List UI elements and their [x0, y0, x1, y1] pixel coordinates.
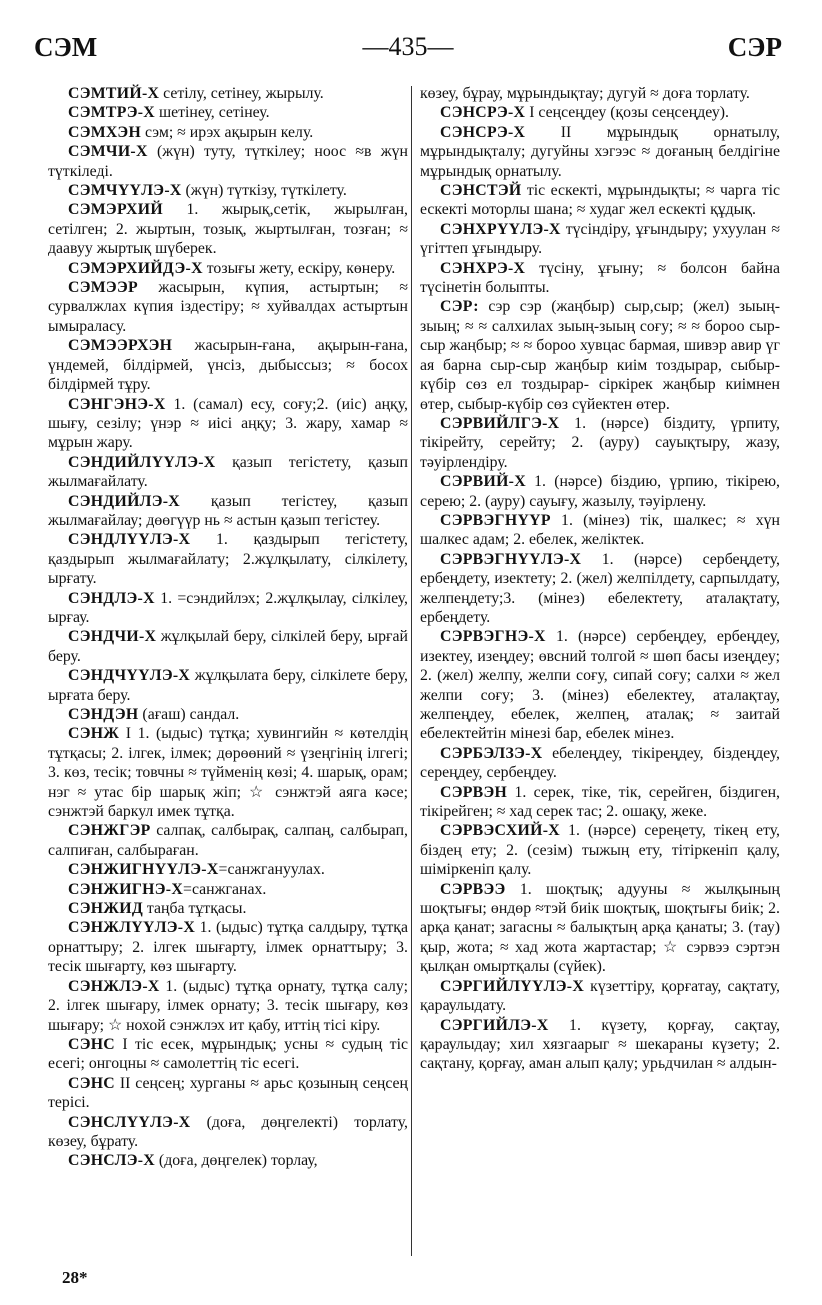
entry-definition: 1. күзету, қорғау, сақтау, қараулыдау; хил хязгаарыг ≈ шекараны күзету; 2. сақтану, қорғау, аман алып қалу; урьдчилан ≈ алдын- [420, 1016, 780, 1073]
dictionary-entry [48, 918, 408, 976]
entry-definition: таңба тұтқасы. [142, 900, 247, 918]
entry-headword: СЭНС [68, 1074, 116, 1092]
entry-headword: СЭРВИЙЛГЭ-Х [440, 414, 560, 432]
entry-definition: жұлқылата беру, сілкілете беру, ырғата беру. [48, 667, 408, 704]
entry-definition: 1. (самал) есу, соғу;2. (иіс) аңқу, шығу, сезілу; үнэр ≈ иісі аңқу; 3. жару, хамар ≈ мұрын жару. [48, 395, 408, 452]
entry-definition: I 1. (ыдыс) тұтқа; хувингийн ≈ көтелдің тұтқасы; 2. ілгек, ілмек; дөрөөний ≈ үзеңгінің ілгегі; 3. көз, тесік; товчны ≈ түйменің көзі; 4. шарық, орам; нэг ≈ утас бір шарық жіп; ☆ сэнжтэй аяга кәсе; сэнжтэй баркул имек тұтқа. [48, 725, 408, 821]
dictionary-entry [420, 123, 780, 181]
entry-headword: СЭРВЭГНҮҮР [440, 511, 551, 529]
dictionary-entry [420, 297, 780, 413]
entry-definition: жасырын-ғана, ақырын-ғана, үндемей, білдірмей, үнсіз, дыбыссыз; ≈ босох білдірмей тұру. [48, 337, 408, 394]
dictionary-entry [48, 395, 408, 453]
dictionary-entry [420, 550, 780, 628]
dictionary-entry [420, 1016, 780, 1074]
dictionary-entry [48, 492, 408, 531]
dictionary-entry [420, 783, 780, 822]
dictionary-entry [48, 880, 408, 899]
entry-definition: 1. (ыдыс) тұтқа орнату, тұтқа салу; 2. ілгек шығару, ілмек орнату; 3. тесік шығару, көз шығару; ☆ нохой сэнжлэх ит қабу, иттің тісі кіру. [48, 977, 408, 1034]
entry-headword: СЭНСТЭЙ [440, 182, 522, 200]
entry-headword: СЭНСРЭ-Х [440, 104, 526, 122]
dictionary-entry [48, 724, 408, 821]
entry-definition: (жүн) түткізу, түткілету. [181, 182, 347, 200]
entry-definition: =санжганах. [183, 880, 267, 898]
entry-headword: СЭНГЭНЭ-Х [68, 395, 166, 413]
dictionary-entry [48, 84, 408, 103]
entry-headword: СЭНДЧҮҮЛЭ-Х [68, 667, 191, 685]
entry-definition: 1. қаздырып тегістету, қаздырып жылмағайлату; 2.жұлқылату, сілкілету, ырғату. [48, 531, 408, 588]
dictionary-entry [420, 181, 780, 220]
entry-definition: қазып тегістеу, қазып жылмағайлау; дөөгүүр нь ≈ астын қазып тегістеу. [48, 492, 408, 529]
entry-definition: 1. =сэндийлэх; 2.жұлқылау, сілкілеу, ырғау. [48, 589, 408, 626]
entry-definition: (доға, дөңгелек) торлау, [154, 1152, 318, 1170]
entry-headword: СЭНС [68, 1035, 116, 1053]
entry-definition: күзеттіру, қорғатау, сақтату, қараулыдату. [420, 977, 780, 1015]
entry-definition: (ағаш) сандал. [138, 706, 240, 723]
entry-headword: СЭНДИЙЛҮҮЛЭ-Х [68, 453, 216, 471]
entry-headword: СЭНЖЛЭ-Х [68, 977, 160, 995]
entry-definition: жасырын, күпия, астыртын; ≈ сурвалжлах күпия іздестіру; ≈ хуйвалдах астыртын ымыраласу. [48, 279, 408, 335]
entry-definition: көзеу, бұрау, мұрындықтау; дугуй ≈ доға торлату. [420, 85, 750, 102]
entry-headword: СЭНХРЭ-Х [440, 259, 526, 277]
dictionary-entry [420, 977, 780, 1016]
entry-headword: СЭР: [440, 298, 479, 316]
entry-headword: СЭМЭРХИЙ [68, 201, 163, 219]
dictionary-entry [420, 414, 780, 472]
entry-definition: =санжгануулах. [218, 861, 325, 879]
dictionary-entry [48, 142, 408, 181]
entry-headword: СЭНДЛҮҮЛЭ-Х [68, 531, 191, 549]
entry-headword: СЭРВИЙ-Х [440, 473, 526, 491]
dictionary-entry [48, 821, 408, 860]
entry-definition: II сеңсең; хурганы ≈ арьс қозының сеңсең терісі. [48, 1074, 408, 1112]
entry-definition: 1. (нәрсе) біздию, үрпию, тікірею, серею; 2. (ауру) сауығу, жазылу, тәуірлену. [420, 473, 780, 510]
dictionary-entry [48, 200, 408, 258]
entry-definition: 1. шоқтық; адууны ≈ жылқының шоқтығы; өндөр ≈тэй биік шоқтық, шоқтығы биік; 2. арқа қанат; загасны ≈ балықтың арқа қанаты; 3. (тау) қыр, жота; ≈ хад жота жартастар; ☆ сэрвээ сэртэн қылқан омыртқалы (сүйек). [420, 880, 780, 976]
dictionary-entry [420, 259, 780, 298]
entry-headword: СЭМЭЭРХЭН [68, 337, 173, 355]
dictionary-entry [420, 84, 780, 103]
entry-definition: ебелеңдеу, тікіреңдеу, біздеңдеу, сереңдеу, сербеңдеу. [420, 744, 780, 782]
dictionary-entry [48, 1035, 408, 1074]
dictionary-entry [48, 1074, 408, 1113]
entry-headword: СЭРВЭН [440, 783, 508, 801]
entry-definition: шетінеу, сетінеу. [155, 104, 270, 122]
dictionary-entry [48, 530, 408, 588]
dictionary-entry [48, 259, 408, 278]
entry-headword: СЭМЭРХИЙДЭ-Х [68, 259, 203, 277]
entry-headword: СЭНДЛЭ-Х [68, 589, 155, 607]
entry-definition: сэм; ≈ ирэх ақырын келу. [141, 123, 314, 141]
entry-headword: СЭНЖИД [68, 900, 143, 918]
dictionary-entry [48, 899, 408, 918]
entry-definition: 1. (нәрсе) сербеңдеу, ербеңдеу, изектеу, изеңдеу; өвсний толгой ≈ шөп басы изеңдеу; 2. (жел) желпу, желпи соғу, сипай соғу; салхи ≈ жел желпи соғу; 3. (мінез) ебелектеу, аталақтау, желпеңдеу, ебелек, желпең, аталақ; ≈ заитай ебелектейтін мінезі бар, ебелек мінез. [420, 628, 780, 743]
dictionary-entry [420, 880, 780, 977]
dictionary-entry [420, 220, 780, 259]
entry-headword: СЭНДЭН [68, 706, 139, 723]
dictionary-entry [48, 977, 408, 1035]
entry-headword: СЭНЖИГНҮҮЛЭ-Х [68, 861, 219, 879]
entry-headword: СЭРВЭГНЭ-Х [440, 628, 546, 646]
entry-headword: СЭРГИЙЛЭ-Х [440, 1016, 549, 1034]
dictionary-entry [420, 472, 780, 511]
entry-definition: жұлқылай беру, сілкілей беру, ырғай беру. [48, 628, 408, 665]
entry-headword: СЭНДЧИ-Х [68, 628, 157, 646]
entry-headword: СЭМТИЙ-Х [68, 85, 160, 102]
entry-headword: СЭРБЭЛЗЭ-Х [440, 744, 543, 762]
entry-definition: түсіндіру, ұғындыру; ухуулан ≈ үгіттеп ұғындыру. [420, 220, 780, 258]
right-column [420, 84, 780, 1074]
entry-definition: 1. (мінез) тік, шалкес; ≈ хүн шалкес адам; 2. ебелек, желіктек. [420, 511, 780, 549]
entry-definition: (доға, дөңгелекті) торлату, көзеу, бұрату. [48, 1113, 408, 1150]
entry-headword: СЭМЭЭР [68, 279, 138, 297]
entry-headword: СЭНСРЭ-Х [440, 123, 526, 141]
dictionary-entry [48, 860, 408, 879]
entry-headword: СЭНЖГЭР [68, 822, 151, 840]
dictionary-entry [48, 705, 408, 724]
dictionary-entry [420, 511, 780, 550]
entry-headword: СЭМХЭН [68, 123, 142, 141]
entry-headword: СЭРВЭСХИЙ-Х [440, 822, 560, 840]
dictionary-entry [420, 821, 780, 879]
entry-definition: 1. (нәрсе) біздиту, үрпиту, тікірейту, серейту; 2. (ауру) сауықтыру, жазу, тәуірлендіру. [420, 414, 780, 471]
dictionary-entry [48, 627, 408, 666]
dictionary-entry [420, 744, 780, 783]
header-right-guideword: СЭР [727, 32, 782, 62]
entry-definition: 1. (ыдыс) тұтқа салдыру, тұтқа орнаттыру; 2. ілгек шығарту, ілмек орнаттыру; 3. тесік шығарту, көз шығарту. [48, 919, 408, 976]
dictionary-entry [48, 103, 408, 122]
entry-headword: СЭРВЭГНҮҮЛЭ-Х [440, 550, 582, 568]
entry-headword: СЭНЖЛҮҮЛЭ-Х [68, 919, 196, 937]
entry-definition: I тіс есек, мұрындық; усны ≈ судың тіс есегі; онгоцны ≈ самолеттің тіс есегі. [48, 1035, 408, 1073]
entry-definition: тозығы жету, ескіру, көнеру. [202, 259, 396, 277]
dictionary-entry [420, 627, 780, 743]
entry-headword: СЭНЖ [68, 725, 120, 743]
entry-headword: СЭНСЛЭ-Х [68, 1152, 155, 1170]
entry-definition: түсіну, ұғыну; ≈ болсон байна түсінетін болыпты. [420, 259, 780, 297]
column-divider [411, 86, 412, 1256]
header-left-guideword: СЭМ [34, 32, 98, 62]
page-number: —435— [362, 32, 454, 61]
entry-definition: 1. жырық,сетік, жырылған, сетілген; 2. жыртын, тозық, жыртылған, тозған; ≈ даавуу жыртық шүберек. [48, 201, 408, 258]
dictionary-entry [48, 1151, 408, 1170]
columns [34, 84, 786, 1264]
entry-headword: СЭНХРҮҮЛЭ-Х [440, 220, 561, 238]
entry-definition: 1. серек, тіке, тік, серейген, біздиген, тікірейген; ≈ хад серек тас; 2. ошақу, жеке. [420, 783, 780, 821]
signature-mark: 28* [62, 1268, 88, 1287]
entry-definition: сэр сэр (жаңбыр) сыр,сыр; (жел) зыың-зыың; ≈ ≈ салхилах зыың-зыың соғу; ≈ ≈ бороо сыр-сыр жаңбыр; ≈ ≈ бороо хувцас бармая, шивэр авир үг ая барна сыр-сыр жаңбыр киім тоздырар, сыбыр-күбір сөз ел тоздырар- сіркірек жаңбыр киімнен өтер, сыбыр-күбір сөз сүйектен өтер. [420, 298, 780, 413]
entry-headword: СЭРГИЙЛҮҮЛЭ-Х [440, 977, 585, 995]
dictionary-entry [48, 453, 408, 492]
dictionary-entry [48, 1113, 408, 1152]
entry-headword: СЭНДИЙЛЭ-Х [68, 492, 181, 510]
entry-headword: СЭМЧИ-Х [68, 143, 148, 161]
dictionary-entry [48, 589, 408, 628]
dictionary-entry [48, 336, 408, 394]
entry-definition: 1. (нәрсе) сереңету, тікең ету, біздең ету; 2. (сезім) тыжың ету, тітіркеніп қалу, шіміркеніп қалу. [420, 822, 780, 879]
dictionary-entry [420, 103, 780, 122]
entry-definition: салпақ, салбырақ, салпаң, салбырап, салпиған, салбыраған. [48, 822, 408, 859]
page-header [34, 30, 782, 64]
dictionary-entry [48, 278, 408, 336]
entry-definition: (жүн) туту, түткілеу; ноос ≈в жүн түткіледі. [48, 143, 408, 180]
left-column [48, 84, 408, 1171]
entry-definition: қазып тегістету, қазып жылмағайлату. [48, 453, 408, 491]
entry-definition: II мұрындық орнатылу, мұрындықталу; дугуйны хэгээс ≈ доғаның белдігіне мұрындық орнатылу. [420, 123, 780, 180]
entry-definition: сетілу, сетінеу, жырылу. [159, 85, 324, 102]
entry-headword: СЭМТРЭ-Х [68, 104, 155, 122]
entry-headword: СЭРВЭЭ [440, 880, 506, 898]
entry-headword: СЭНСЛҮҮЛЭ-Х [68, 1113, 191, 1131]
dictionary-entry [48, 181, 408, 200]
entry-definition: 1. (нәрсе) сербеңдету, ербеңдету, изектету; 2. (жел) желпілдету, сарпылдату, желпеңдету;3. (мінез) ебелектету, аталақтату, ербеңдету. [420, 550, 780, 626]
entry-definition: I сеңсеңдеу (қозы сеңсеңдеу). [525, 104, 729, 122]
entry-headword: СЭНЖИГНЭ-Х [68, 880, 184, 898]
dictionary-entry [48, 123, 408, 142]
entry-definition: тіс ескекті, мұрындықты; ≈ чарга тіс ескекті моторлы шана; ≈ худаг жел ескекті құдық. [420, 182, 780, 219]
dictionary-entry [48, 666, 408, 705]
entry-headword: СЭМЧҮҮЛЭ-Х [68, 182, 182, 200]
